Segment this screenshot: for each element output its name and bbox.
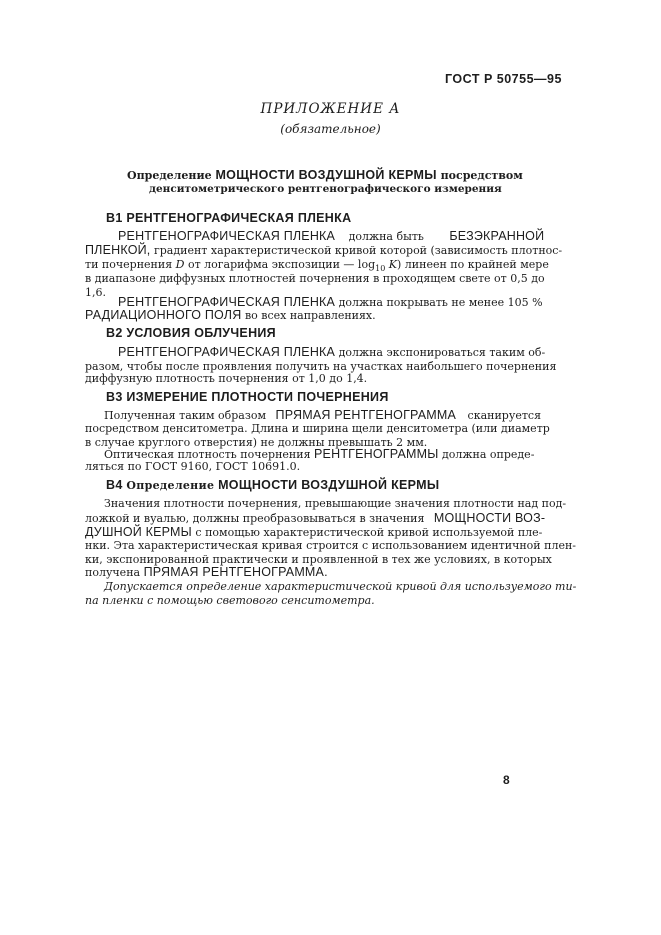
term: РЕНТГЕНОГРАФИЧЕСКАЯ ПЛЕНКА — [118, 295, 336, 309]
section-b3-heading: В3 ИЗМЕРЕНИЕ ПЛОТНОСТИ ПОЧЕРНЕНИЯ — [106, 390, 389, 404]
main-title-word: посредством — [440, 169, 523, 182]
paragraph-line — [118, 230, 544, 243]
appendix-subtitle: (обязательное) — [280, 122, 381, 136]
section-b1-heading: В1 РЕНТГЕНОГРАФИЧЕСКАЯ ПЛЕНКА — [106, 211, 352, 225]
subscript: 10 — [375, 264, 386, 274]
text: во всех направлениях. — [244, 309, 376, 322]
paragraph-line: па пленки с помощью светового сенситометра. — [85, 594, 375, 607]
paragraph-line: 1,6. — [85, 286, 106, 299]
term: ДУШНОЙ КЕРМЫ — [85, 525, 192, 539]
paragraph-line — [85, 309, 376, 322]
paragraph-line: в диапазоне диффузных плотностей почернения в проходящем свете от 0,5 до — [85, 272, 545, 285]
document-code: ГОСТ Р 50755—95 — [445, 72, 562, 86]
text: сканируется — [467, 409, 542, 422]
text: получена — [85, 566, 141, 579]
text: должна экспонироваться таким об- — [338, 346, 546, 359]
text: с помощью характеристической кривой используемой пле- — [195, 526, 543, 539]
term: ПЛЕНКОЙ, — [85, 243, 151, 257]
heading-term: МОЩНОСТИ ВОЗДУШНОЙ КЕРМЫ — [218, 478, 440, 492]
paragraph-line — [104, 448, 534, 461]
paragraph-line: Допускается определение характеристической кривой для используемого ти- — [104, 580, 577, 593]
section-number: В4 — [106, 478, 123, 492]
paragraph-line — [85, 244, 562, 257]
paragraph-line: ки, экспонированной практически и проявленной в тех же условиях, в которых — [85, 553, 552, 566]
text: ) линеен по крайней мере — [397, 258, 549, 271]
symbol: K — [388, 258, 398, 271]
term: РЕНТГЕНОГРАФИЧЕСКАЯ ПЛЕНКА — [118, 345, 336, 359]
main-title-line1 — [127, 168, 523, 182]
text: Оптическая плотность почернения — [104, 448, 311, 461]
heading-word: Определение — [126, 479, 215, 492]
term: РАДИАЦИОННОГО ПОЛЯ — [85, 308, 242, 322]
term: РЕНТГЕНОГРАММЫ — [314, 447, 439, 461]
text: градиент характеристической кривой которой (зависимость плотнос- — [153, 244, 563, 257]
term: МОЩНОСТИ ВОЗ- — [433, 511, 546, 525]
paragraph-line — [85, 512, 545, 525]
paragraph-line — [104, 409, 541, 422]
text: должна быть — [348, 230, 424, 243]
term: ПРЯМАЯ РЕНТГЕНОГРАММА — [275, 408, 457, 422]
text: от логарифма экспозиции — — [187, 258, 355, 271]
paragraph-line — [118, 346, 545, 359]
paragraph-line: посредством денситометра. Длина и ширина щели денситометра (или диаметр — [85, 422, 550, 435]
text: ти почернения — [85, 258, 173, 271]
paragraph-line: в случае круглого отверстия) не должны превышать 2 мм. — [85, 436, 428, 449]
text: должна опреде- — [442, 448, 535, 461]
paragraph-line: Значения плотности почернения, превышающие значения плотности над под- — [104, 497, 567, 510]
paragraph-line: ляться по ГОСТ 9160, ГОСТ 10691.0. — [85, 460, 301, 473]
appendix-title: ПРИЛОЖЕНИЕ А — [260, 101, 401, 117]
text: ложкой и вуалью, должны преобразовываться в значения — [85, 512, 425, 525]
paragraph-line — [85, 526, 542, 539]
section-b4-heading — [106, 478, 439, 492]
text: Полученная таким образом — [104, 409, 267, 422]
term: ПРЯМАЯ РЕНТГЕНОГРАММА. — [143, 565, 328, 579]
paragraph-line: диффузную плотность почернения от 1,0 до 1,4. — [85, 372, 368, 385]
text: log — [357, 258, 376, 271]
section-b2-heading: В2 УСЛОВИЯ ОБЛУЧЕНИЯ — [106, 326, 276, 340]
paragraph-line: разом, чтобы после проявления получить на участках наибольшего почернения — [85, 360, 557, 373]
main-title-word: Определение — [127, 169, 212, 182]
term: РЕНТГЕНОГРАФИЧЕСКАЯ ПЛЕНКА — [118, 229, 336, 243]
page-number: 8 — [503, 773, 510, 787]
paragraph-line — [85, 566, 328, 579]
main-title-term: МОЩНОСТИ ВОЗДУШНОЙ КЕРМЫ — [215, 168, 437, 182]
symbol: D — [175, 258, 185, 271]
main-title-line2: денситометрического рентгенографического измерения — [149, 183, 502, 195]
text: должна покрывать не менее 105 % — [338, 296, 543, 309]
term: БЕЗЭКРАННОЙ — [449, 229, 545, 243]
paragraph-line: нки. Эта характеристическая кривая строится с использованием идентичной плен- — [85, 539, 577, 552]
paragraph-line — [118, 296, 543, 309]
